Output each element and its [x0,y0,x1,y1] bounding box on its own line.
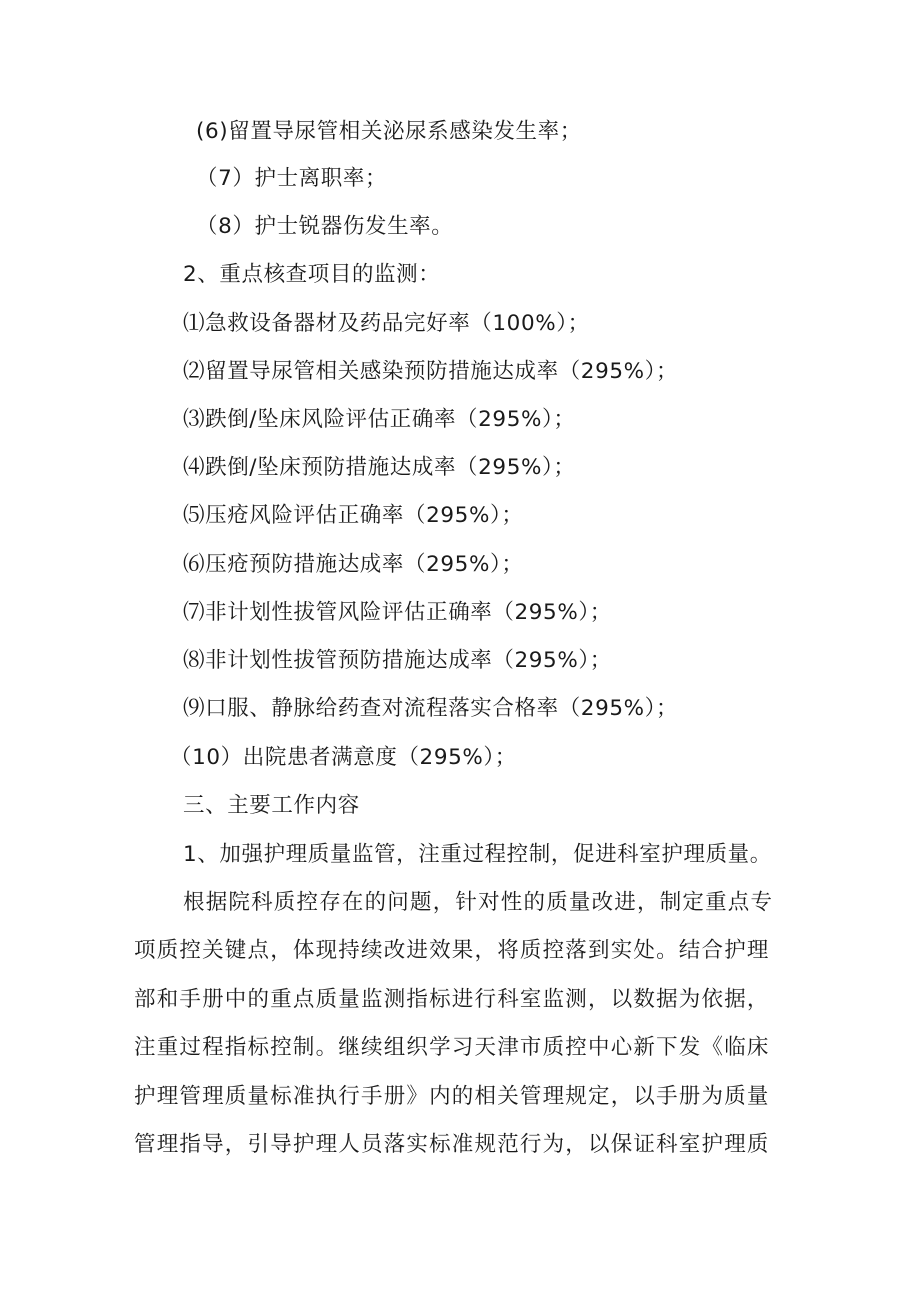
paragraph-line-4: 注重过程指标控制。继续组织学习天津市质控中心新下发《临床 [134,1035,770,1060]
paragraph-line-5: 护理管理质量标准执行手册》内的相关管理规定，以手册为质量 [134,1084,770,1109]
text-line-11: ⑺非计划性拔管风险评估正确率（295%）； [183,600,612,625]
text-line-3: （8）护士锐器伤发生率。 [196,214,454,239]
text-line-1: (6)留置导尿管相关泌尿系感染发生率； [196,119,582,144]
text-line-12: ⑻非计划性拔管预防措施达成率（295%）； [183,648,612,673]
text-line-7: ⑶跌倒/坠床风险评估正确率（295%）； [183,407,576,432]
text-line-6: ⑵留置导尿管相关感染预防措施达成率（295%）； [183,359,679,384]
section-heading: 三、主要工作内容 [183,793,360,818]
text-line-5: ⑴急救设备器材及药品完好率（100%）； [183,311,590,336]
text-line-14: （10）出院患者满意度（295%）； [170,745,517,770]
text-line-9: ⑸压疮风险评估正确率（295%）； [183,503,524,528]
text-line-10: ⑹压疮预防措施达成率（295%）； [183,552,524,577]
paragraph-line-2: 项质控关键点，体现持续改进效果，将质控落到实处。结合护理 [134,938,770,963]
text-line-2: （7）护士离职率； [196,166,388,191]
text-line-13: ⑼口服、静脉给药查对流程落实合格率（295%）； [183,696,679,721]
paragraph-line-3: 部和手册中的重点质量监测指标进行科室监测，以数据为依据， [134,987,770,1012]
paragraph-line-1: 根据院科质控存在的问题，针对性的质量改进，制定重点专 [183,890,774,915]
paragraph-line-6: 管理指导，引导护理人员落实标准规范行为，以保证科室护理质 [134,1132,770,1157]
subsection-heading: 1、加强护理质量监管，注重过程控制，促进科室护理质量。 [183,842,772,867]
text-line-4: 2、重点核查项目的监测： [183,262,441,287]
text-line-8: ⑷跌倒/坠床预防措施达成率（295%）； [183,455,576,480]
